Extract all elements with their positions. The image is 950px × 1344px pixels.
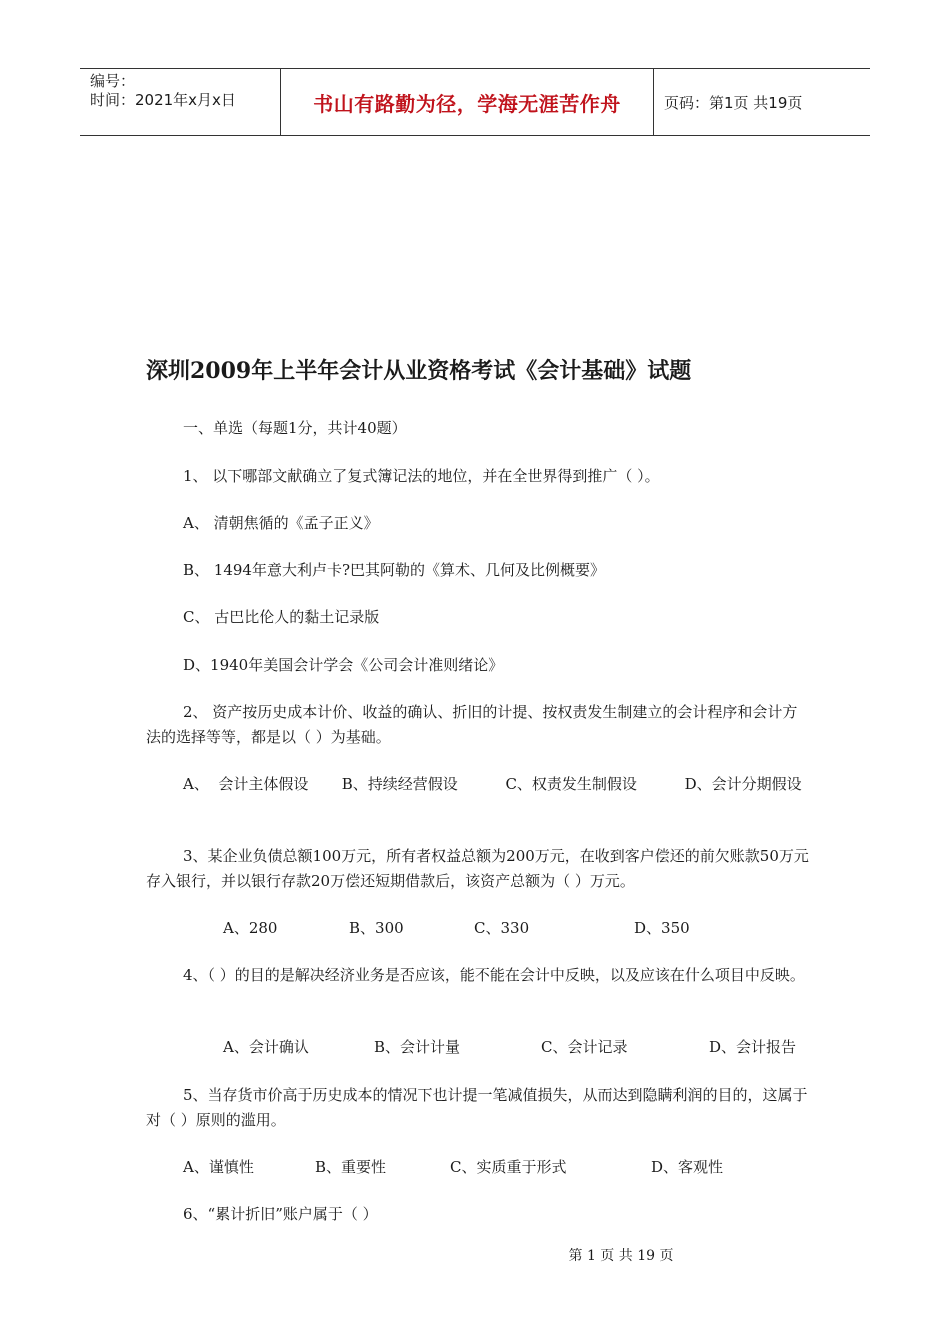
question-4-option-b: B、会计计量 (374, 1038, 461, 1056)
question-5-option-d: D、客观性 (651, 1158, 724, 1176)
section-heading: 一、单选（每题1分，共计40题） (183, 419, 407, 437)
page-header (80, 68, 870, 136)
question-5-option-a: A、谨慎性 (183, 1158, 254, 1176)
question-4-stem: 4、（ ）的目的是解决经济业务是否应该，能不能在会计中反映，以及应该在什么项目中反映。 (183, 966, 805, 984)
question-2-options: A、 会计主体假设 B、持续经营假设 C、权责发生制假设 D、会计分期假设 (183, 775, 802, 793)
question-2-stem: 2、 资产按历史成本计价、收益的确认、折旧的计提、按权责发生制建立的会计程序和会计方法的选择等等，都是以（ ）为基础。 (146, 703, 798, 746)
question-3-option-b: B、300 (349, 919, 404, 937)
document-time-label: 时间：2021年x月x日 (90, 91, 236, 109)
question-1-option-d: D、1940年美国会计学会《公司会计准则绪论》 (183, 656, 504, 674)
document-title: 深圳2009年上半年会计从业资格考试《会计基础》试题 (146, 358, 692, 384)
question-1-option-c: C、 古巴比伦人的黏土记录版 (183, 608, 380, 626)
question-4-option-d: D、会计报告 (709, 1038, 797, 1056)
question-5-option-b: B、重要性 (315, 1158, 387, 1176)
question-1-stem: 1、 以下哪部文献确立了复式簿记法的地位，并在全世界得到推广（ ）。 (183, 467, 660, 485)
question-6-stem: 6、“累计折旧”账户属于（ ） (183, 1205, 378, 1223)
question-3-option-c: C、330 (474, 919, 530, 937)
question-4-option-c: C、会计记录 (541, 1038, 628, 1056)
header-motto: 书山有路勤为径，学海无涯苦作舟 (281, 69, 654, 135)
question-1-option-a: A、 清朝焦循的《孟子正义》 (183, 514, 379, 532)
header-page-info: 页码：第1页 共19页 (664, 93, 803, 112)
document-number-label: 编号： (90, 72, 136, 90)
question-5-option-c: C、实质重于形式 (450, 1158, 567, 1176)
question-3-option-a: A、280 (223, 919, 278, 937)
question-3-stem: 3、某企业负债总额100万元，所有者权益总额为200万元，在收到客户偿还的前欠账款50万元存入银行，并以银行存款20万偿还短期借款后，该资产总额为（ ）万元。 (146, 847, 809, 890)
page-footer: 第 1 页 共 19 页 (568, 1248, 674, 1264)
question-5-stem: 5、当存货市价高于历史成本的情况下也计提一笔减值损失，从而达到隐瞒利润的目的，这属于对（ ）原则的滥用。 (146, 1086, 808, 1129)
question-3-option-d: D、350 (634, 919, 690, 937)
header-meta (80, 69, 281, 135)
question-1-option-b: B、 1494年意大利卢卡?巴其阿勒的《算术、几何及比例概要》 (183, 561, 606, 579)
question-4-option-a: A、会计确认 (223, 1038, 309, 1056)
